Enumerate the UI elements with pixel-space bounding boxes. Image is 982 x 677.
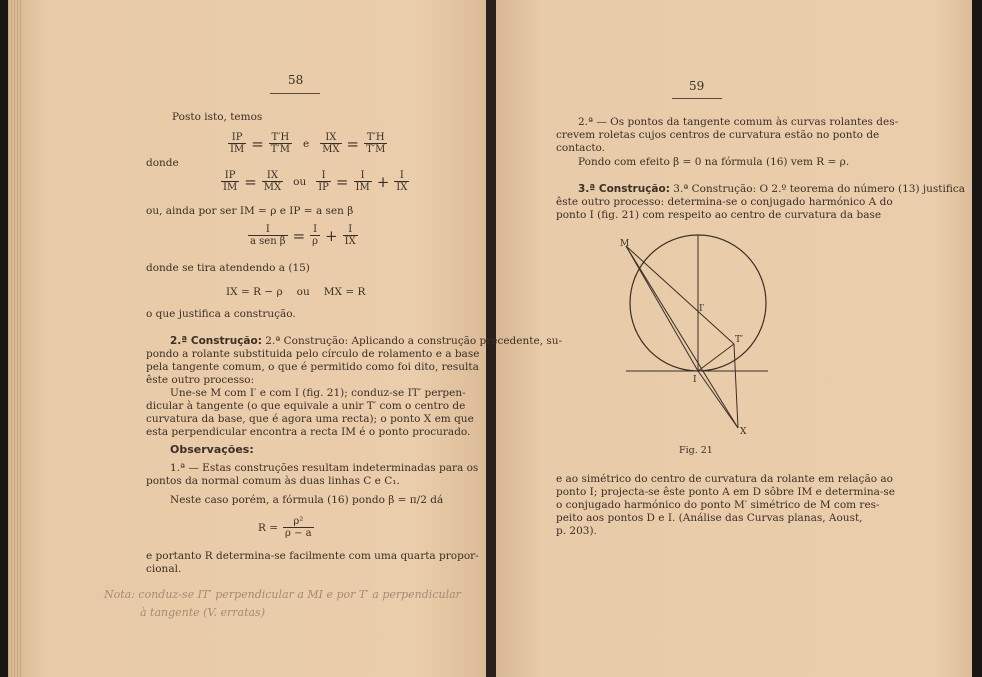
page-number-left: 58	[288, 73, 304, 87]
section-heading: Observações:	[170, 443, 254, 456]
text-line: crevem roletas cujos centros de curvatura estão no ponto de	[556, 129, 880, 141]
label-T-prime: T′	[735, 335, 744, 345]
line-TX	[734, 344, 738, 428]
text-line: pondo a rolante substituida pelo círculo de rolamento e a base	[146, 348, 480, 360]
text-line: p. 203).	[556, 525, 597, 537]
text-line: ponto I (fig. 21) com respeito ao centro de curvatura da base	[556, 209, 882, 221]
line-MT	[626, 246, 734, 344]
text-line: Pondo com efeito β = 0 na fórmula (16) vem R = ρ.	[578, 156, 850, 168]
text-line: curvatura da base, que é agora uma recta); o ponto X em que	[146, 413, 474, 425]
text-line: êste outro processo: determina-se o conjugado harmónico A do	[556, 196, 893, 208]
text-line: Posto isto, temos	[172, 111, 263, 123]
text-line: e portanto R determina-se facilmente com uma quarta propor-	[146, 550, 479, 562]
figure-caption: Fig. 21	[679, 445, 713, 456]
equation-3: $\frac{I}{\text{a sen β}}$ = $\frac{I}{\rho}$ + $\frac{I}{IX}$	[250, 224, 356, 247]
header-rule-left	[270, 93, 320, 94]
equation-1: $\frac{IP}{IM}$ = $\frac{T'H}{T'M}$ e $\frac{IX}{MX}$ = $\frac{T'H}{T'M}$	[230, 132, 386, 155]
equation-5: R = $\frac{\text{ρ²}}{\rho - a}$	[258, 516, 312, 539]
figure-21-diagram	[610, 232, 780, 440]
text-line: o que justifica a construção.	[146, 308, 296, 320]
text-line: pontos da normal comum às duas linhas C e C₁.	[146, 475, 400, 487]
text-line: ou, ainda por ser IM = ρ e IP = a sen β	[146, 205, 354, 217]
text-line: 3.ª Construção: 3.ª Construção: O 2.º teorema do número (13) justifica	[578, 183, 966, 195]
text-line: Une-se M com I′ e com I (fig. 21); conduz-se IT′ perpen-	[170, 387, 466, 399]
text-line: 1.ª — Estas construções resultam indeterminadas para os	[170, 462, 479, 474]
text-line: contacto.	[556, 142, 606, 154]
handwritten-note: à tangente (V. erratas)	[140, 606, 265, 619]
label-I-prime: I′	[699, 304, 705, 314]
text-line: êste outro processo:	[146, 374, 255, 386]
line-MX	[626, 246, 738, 428]
handwritten-note: Nota: conduz-se IT′ perpendicular a MI e por T′ a perpendicular	[104, 588, 461, 601]
text-line: 2.ª — Os pontos da tangente comum às curvas rolantes des-	[578, 116, 899, 128]
text-line: cional.	[146, 563, 182, 575]
page-edges	[8, 0, 22, 677]
text-line: peito aos pontos D e I. (Análise das Curvas planas, Aoust,	[556, 512, 863, 524]
line-IX	[698, 371, 738, 428]
equation-2: $\frac{IP}{IM}$ = $\frac{IX}{MX}$ ou $\frac{I}{IP}$ = $\frac{I}{IM}$ + $\frac{I}{IX}$	[223, 170, 408, 193]
text-line: Neste caso porém, a fórmula (16) pondo β = π/2 dá	[170, 494, 444, 506]
page-number-right: 59	[689, 79, 705, 93]
text-line: donde se tira atendendo a (15)	[146, 262, 310, 274]
label-I: I	[693, 375, 697, 385]
text-line: donde	[146, 157, 179, 169]
header-rule-right	[672, 98, 722, 99]
text-line: dicular à tangente (o que equivale a unir T′ com o centro de	[146, 400, 466, 412]
equation-4: IX = R − ρ ou MX = R	[226, 286, 366, 298]
text-line: 2.ª Construção: 2.ª Construção: Aplicando a construção precedente, su-	[170, 335, 563, 347]
line-MI	[626, 246, 698, 371]
text-line: esta perpendicular encontra a recta IM é o ponto procurado.	[146, 426, 471, 438]
label-M: M	[620, 239, 630, 249]
text-line: e ao simétrico do centro de curvatura da rolante em relação ao	[556, 473, 893, 485]
text-line: pela tangente comum, o que é permitido como foi dito, resulta	[146, 361, 479, 373]
line-IT	[698, 344, 734, 371]
text-line: o conjugado harmónico do ponto M′ simétrico de M com res-	[556, 499, 880, 511]
text-line: ponto I; projecta-se êste ponto A em D sôbre IM e determina-se	[556, 486, 895, 498]
label-X: X	[740, 427, 747, 437]
